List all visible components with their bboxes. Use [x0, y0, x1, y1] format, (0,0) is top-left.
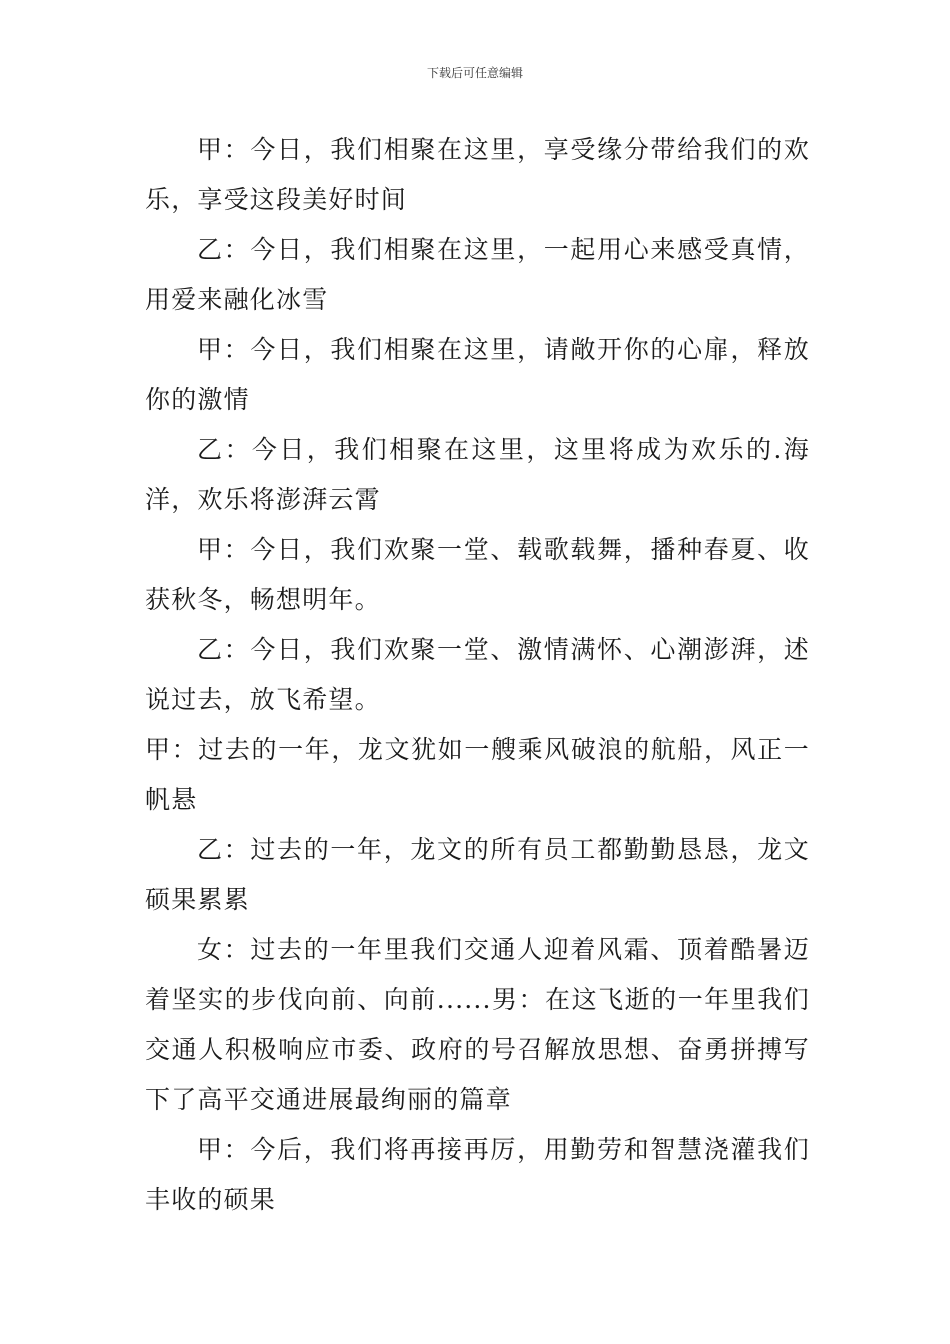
- paragraph: 乙：今日，我们欢聚一堂、激情满怀、心潮澎湃，述说过去，放飞希望。: [145, 635, 810, 714]
- page-header-note: 下载后可任意编辑: [426, 66, 523, 80]
- paragraph: 乙：今日，我们相聚在这里，这里将成为欢乐的.海洋，欢乐将澎湃云霄: [145, 435, 810, 514]
- paragraph: 甲：今日，我们欢聚一堂、载歌载舞，播种春夏、收获秋冬，畅想明年。: [145, 535, 810, 614]
- paragraph: 甲：今日，我们相聚在这里，请敞开你的心扉，释放你的激情: [145, 335, 810, 414]
- paragraph: 甲：过去的一年，龙文犹如一艘乘风破浪的航船，风正一帆悬: [145, 735, 810, 814]
- paragraph: 女：过去的一年里我们交通人迎着风霜、顶着酷暑迈着坚实的步伐向前、向前......男：在这飞逝的一年里我们交通人积极响应市委、政府的号召解放思想、奋勇拼搏写下了高平交通进展最绚丽的篇章: [145, 935, 810, 1114]
- paragraph: 甲：今后，我们将再接再厉，用勤劳和智慧浇灌我们丰收的硕果: [145, 1135, 810, 1214]
- paragraph: 乙：过去的一年，龙文的所有员工都勤勤恳恳，龙文硕果累累: [145, 835, 810, 914]
- paragraph: 乙：今日，我们相聚在这里，一起用心来感受真情，用爱来融化冰雪: [145, 235, 810, 314]
- paragraph: 甲：今日，我们相聚在这里，享受缘分带给我们的欢乐，享受这段美好时间: [145, 135, 810, 214]
- document-body: [145, 125, 810, 1225]
